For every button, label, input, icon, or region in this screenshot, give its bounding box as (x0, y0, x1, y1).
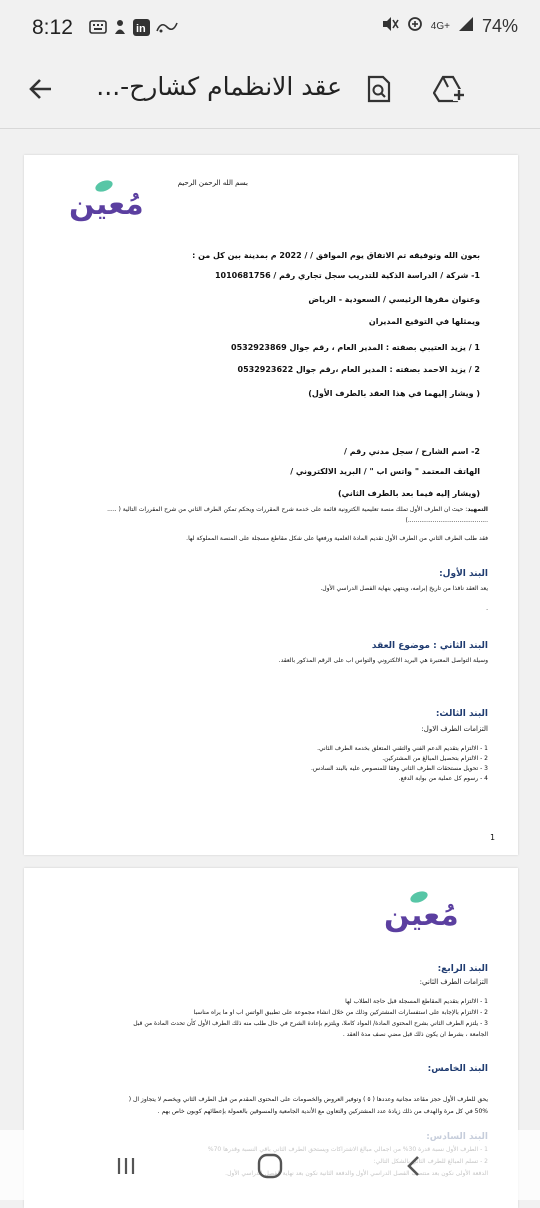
preface-label: التمهيد (467, 506, 488, 513)
article-3-subtitle: التزامات الطرف الاول: (421, 725, 488, 733)
svg-text:in: in (135, 22, 146, 35)
add-to-drive-icon[interactable] (432, 72, 466, 106)
mute-icon (381, 16, 399, 37)
app-bar (0, 58, 540, 120)
party2-contact: الهاتف المعتمد " واتس اب " / البريد الالكتروني / (290, 467, 480, 476)
logo (384, 890, 474, 940)
status-right (381, 16, 518, 37)
app-bar-divider (0, 128, 540, 129)
preface (107, 506, 488, 513)
article-4-item: 2 - الالتزام بالإجابة على استفسارات المشتركين وذلك من خلال انشاء مجموعة على تطبيق الواتس اب او ما يراه مناسبا (193, 1009, 488, 1016)
signal-icon (458, 16, 474, 37)
article-4-item: 3 - يلتزم الطرف الثاني بشرح المحتوى المادة/ المواد كاملا، ويلتزم بإعادة الشرح في حال طلب منه ذلك الطرف الأول كأن تحدث المادة من قبل (133, 1020, 488, 1027)
contract-intro: بعون الله وتوفيقه تم الاتفاق يوم الموافق / / 2022 م بمدينة بين كل من : (192, 251, 480, 260)
article-1-text: يعد العقد نافذا من تاريخ إبرامه، وينتهي بنهاية الفصل الدراسي الأول. (320, 585, 488, 592)
basmala: بسم الله الرحمن الرحيم (177, 179, 248, 187)
article-3-item: 1 - الالتزام بتقديم الدعم الفني والتقني المتعلق بخدمة الطرف الثاني. (317, 745, 488, 752)
logo (69, 179, 159, 229)
party1-note: ( ويشار إليهما في هذا العقد بالطرف الأول) (308, 389, 480, 398)
search-in-document-icon[interactable] (362, 72, 396, 106)
back-nav-icon[interactable] (398, 1150, 430, 1182)
party1-address: وعنوان مقرها الرئيسي / السعودية - الرياض (308, 295, 480, 304)
party1-signatories: ويمثلها في التوقيع المديران (368, 317, 480, 326)
notification-icon (112, 18, 128, 36)
article-5-text: 50% في كل مرة والهدف من ذلك زيادة عدد المشتركين والتعاون مع الأندية الجامعية والمسوقين بالعمولة بإعطائهم كوبون خاص بهم . (157, 1108, 488, 1115)
party2-note: (ويشار إليه فيما بعد بالطرف الثاني) (337, 489, 480, 498)
preface-continued: ..........................................) (405, 517, 488, 524)
article-1-dot: . (486, 605, 488, 612)
article-5-text: يحق للطرف الأول حجز مقاعد مجانية وعددها ( ٥ ) وتوفير العروض والخصومات على المحتوى المقدم من قبل الطرف الثاني ويخصم لا يتجاوز ال ( (128, 1096, 488, 1103)
keyboard-icon (88, 18, 108, 36)
document-title: عقد الانظمام كشارح-... (96, 72, 342, 101)
article-2-title: البند الثاني : موضوع العقد (371, 641, 488, 651)
article-2-text: وسيلة التواصل المعتبرة هي البريد الالكتروني والتواس اب على الرقم المذكور بالعقد. (278, 657, 488, 664)
back-arrow-icon[interactable] (24, 72, 58, 106)
party2-name: 2- اسم الشارح / سجل مدني رقم / (344, 447, 480, 456)
app-icon (154, 18, 180, 36)
status-time: 8:12 (32, 16, 73, 39)
preface-text: : حيث ان الطرف الأول تملك منصة تعليمية الكترونية قائمة على خدمة شرح المقررات ويحكم تمكن الطرف الثاني من شرح المقررات التالية ( ..... (107, 506, 468, 513)
article-4-item: الجامعة ، بشرط ان يكون ذلك قبل مضي نصف مدة العقد . (342, 1031, 488, 1038)
article-3-item: 4 - رسوم كل عملية من بوابة الدفع. (398, 775, 488, 782)
request-text: فقد طلب الطرف الثاني من الطرف الأول تقديم المادة العلمية ورفعها على شكل مقاطع مسجلة على المنصة المملوكة لها. (186, 535, 488, 542)
article-4-title: البند الرابع: (437, 964, 488, 974)
representative-2: 2 / يزيد الاحمد بصفته : المدير العام ،رقم جوال 0532923622 (237, 365, 480, 374)
system-nav-bar (0, 1130, 540, 1200)
home-icon[interactable] (254, 1150, 286, 1182)
representative-1: 1 / يزيد العتيبي بصفته : المدير العام ، رقم جوال 0532923869 (231, 343, 480, 352)
network-type: 4G+ (430, 20, 450, 32)
logo-text: مُعين (384, 898, 459, 933)
article-5-title: البند الخامس: (427, 1064, 488, 1074)
logo-text: مُعين (69, 187, 144, 222)
article-3-title: البند الثالث: (435, 709, 488, 719)
article-4-item: 1 - الالتزام بتقديم المقاطع المسجلة قبل حاجة الطلاب لها (345, 998, 488, 1005)
article-4-subtitle: التزامات الطرف الثاني: (419, 978, 488, 986)
document-page-1 (24, 155, 518, 855)
status-bar (0, 0, 540, 58)
party1-company: 1- شركة / الدراسة الذكية للتدريب سجل تجاري رقم / 1010681756 (214, 271, 480, 280)
page-number: 1 (490, 833, 496, 842)
article-3-item: 2 - الالتزام بتحصيل المبالغ من المشتركين. (382, 755, 488, 762)
recent-apps-icon[interactable] (110, 1150, 142, 1182)
linkedin-icon (132, 18, 150, 36)
battery-level: 74% (481, 16, 518, 36)
data-saver-icon (407, 16, 423, 37)
article-1-title: البند الأول: (439, 569, 488, 579)
article-3-item: 3 - تحويل مستحقات الطرف الثاني وفقا للمنصوص عليه بالبند السادس. (311, 765, 488, 772)
